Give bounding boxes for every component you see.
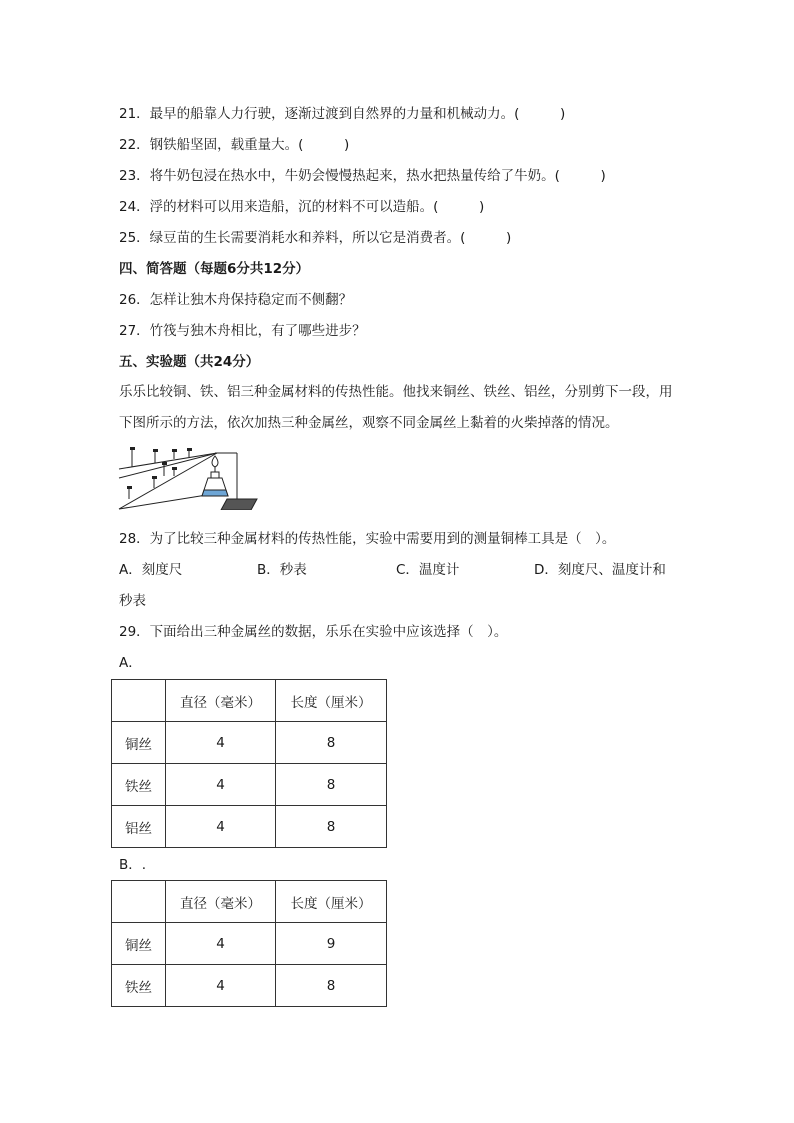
table-cell: 4	[166, 806, 276, 848]
q28-option-b: B．秒表	[257, 562, 307, 578]
section-5-heading: 五、实验题（共24分）	[119, 354, 260, 370]
table-cell: 8	[276, 965, 387, 1007]
table-cell: 8	[276, 806, 387, 848]
experiment-figure	[117, 436, 259, 510]
table-cell: 铜丝	[112, 923, 166, 965]
q28-option-a: A．刻度尺	[119, 562, 183, 578]
section-4-heading: 四、简答题（每题6分共12分）	[119, 261, 310, 277]
question-23: 23．将牛奶包浸在热水中，牛奶会慢慢热起来，热水把热量传给了牛奶。( )	[119, 168, 606, 184]
table-row	[112, 764, 387, 806]
q29-table-a	[111, 679, 387, 848]
table-header-row	[112, 881, 387, 923]
table-row	[112, 923, 387, 965]
q29-option-a-label: A．	[119, 655, 142, 671]
table-cell: 4	[166, 965, 276, 1007]
question-24: 24．浮的材料可以用来造船，沉的材料不可以造船。( )	[119, 199, 485, 215]
table-row	[112, 722, 387, 764]
q28-option-c: C．温度计	[396, 562, 460, 578]
question-21: 21．最早的船靠人力行驶，逐渐过渡到自然界的力量和机械动力。( )	[119, 106, 566, 122]
question-29-stem: 29．下面给出三种金属丝的数据，乐乐在实验中应该选择（ ）。	[119, 624, 508, 640]
table-cell: 铜丝	[112, 722, 166, 764]
table-cell: 8	[276, 764, 387, 806]
table-header-cell: 直径（毫米）	[166, 881, 276, 923]
table-header-cell	[112, 680, 166, 722]
table-cell: 8	[276, 722, 387, 764]
table-cell: 铁丝	[112, 965, 166, 1007]
q29-option-b-label: B．.	[119, 857, 147, 873]
table-row	[112, 806, 387, 848]
q29-table-b	[111, 880, 387, 1007]
question-26: 26．怎样让独木舟保持稳定而不侧翻？	[119, 292, 353, 308]
q28-option-d-continued: 秒表	[119, 593, 146, 609]
q28-option-d: D．刻度尺、温度计和	[534, 562, 666, 578]
table-header-row	[112, 680, 387, 722]
table-cell: 铝丝	[112, 806, 166, 848]
table-cell: 9	[276, 923, 387, 965]
table-cell: 4	[166, 923, 276, 965]
experiment-intro: 乐乐比较铜、铁、铝三种金属材料的传热性能。他找来铜丝、铁丝、铝丝，分别剪下一段，用下图所示的方法，依次加热三种金属丝，观察不同金属丝上黏着的火柴掉落的情况。	[119, 384, 673, 431]
table-cell: 4	[166, 722, 276, 764]
question-22: 22．钢铁船坚固，载重量大。( )	[119, 137, 350, 153]
table-header-cell: 长度（厘米）	[276, 680, 387, 722]
table-row	[112, 965, 387, 1007]
table-header-cell	[112, 881, 166, 923]
question-27: 27．竹筏与独木舟相比，有了哪些进步？	[119, 323, 366, 339]
table-cell: 4	[166, 764, 276, 806]
question-25: 25．绿豆苗的生长需要消耗水和养料，所以它是消费者。( )	[119, 230, 512, 246]
table-header-cell: 长度（厘米）	[276, 881, 387, 923]
table-cell: 铁丝	[112, 764, 166, 806]
table-header-cell: 直径（毫米）	[166, 680, 276, 722]
question-28-stem: 28．为了比较三种金属材料的传热性能，实验中需要用到的测量铜棒工具是（ ）。	[119, 531, 616, 547]
